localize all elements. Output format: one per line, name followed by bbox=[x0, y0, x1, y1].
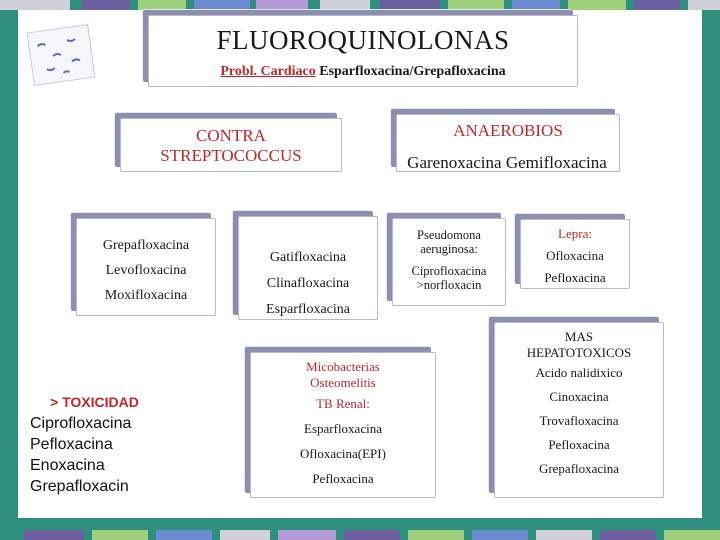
title-box bbox=[148, 15, 578, 87]
anaerobios-heading: ANAEROBIOS bbox=[453, 121, 563, 140]
toxicidad-heading: > TOXICIDAD bbox=[50, 394, 139, 410]
drug-group-box-a bbox=[76, 218, 216, 316]
drug-item: Pefloxacina bbox=[548, 437, 610, 452]
drug-item: Esparfloxacina bbox=[266, 302, 350, 317]
strep-line-2: STREPTOCOCCUS bbox=[160, 146, 302, 165]
top-decorative-stripe bbox=[0, 0, 720, 10]
drug-item: Clinafloxacina bbox=[266, 276, 350, 291]
lepra-box bbox=[520, 219, 630, 289]
drug-item: Pefloxacina bbox=[544, 270, 606, 285]
drug-item: >norfloxacin bbox=[416, 278, 482, 292]
bottom-decorative-stripe bbox=[0, 530, 720, 540]
anaerobios-item: Gemifloxacina bbox=[505, 153, 607, 172]
drug-item: Ofloxacina bbox=[546, 248, 604, 263]
micobacterias-heading-2: Osteomelitis bbox=[310, 375, 376, 390]
drug-item: Gatifloxacina bbox=[269, 250, 347, 265]
toxicidad-item: Grepafloxacin bbox=[30, 478, 129, 495]
drug-item: Levofloxacina bbox=[105, 263, 187, 278]
subtitle-drugs: Esparfloxacina/Grepafloxacina bbox=[315, 64, 506, 79]
toxicidad-item: Ciprofloxacina bbox=[30, 415, 132, 432]
pseudomona-heading-2: aeruginosa: bbox=[420, 242, 478, 256]
drug-item: Moxifloxacina bbox=[104, 288, 188, 303]
pseudomona-box bbox=[392, 218, 506, 306]
micobacterias-box bbox=[250, 352, 436, 498]
drug-item: Grepafloxacina bbox=[538, 461, 620, 476]
hepatotoxicos-box bbox=[494, 322, 664, 498]
drug-item: Esparfloxacina bbox=[304, 421, 382, 436]
lepra-heading: Lepra: bbox=[558, 226, 592, 241]
drug-item: Trovafloxacina bbox=[539, 413, 619, 428]
drug-group-box-b bbox=[238, 216, 378, 320]
subtitle-warning: Probl. Cardiaco bbox=[220, 64, 316, 79]
anaerobios-item: Garenoxacina bbox=[407, 153, 502, 172]
hepatotoxicos-heading-1: MAS bbox=[564, 329, 594, 344]
anaerobios-list bbox=[396, 148, 618, 178]
toxicidad-list bbox=[30, 392, 190, 497]
toxicidad-item: Enoxacina bbox=[30, 457, 105, 474]
title-subtitle bbox=[149, 64, 577, 80]
strep-line-1: CONTRA bbox=[196, 126, 266, 145]
micobacterias-heading-1: Micobacterias bbox=[306, 359, 380, 374]
tb-renal-heading: TB Renal: bbox=[316, 396, 370, 411]
drug-item: Pefloxacina bbox=[312, 471, 374, 486]
contra-streptococcus-box bbox=[120, 118, 342, 172]
drug-item: Ciprofloxacina bbox=[411, 264, 487, 278]
drug-item: Acido nalidixico bbox=[535, 365, 623, 380]
bacteria-microscopy-image bbox=[27, 24, 96, 86]
pseudomona-heading-1: Pseudomona bbox=[417, 228, 481, 242]
page-title: FLUOROQUINOLONAS bbox=[216, 25, 510, 55]
drug-item: Cinoxacina bbox=[549, 389, 609, 404]
drug-item: Ofloxacina(EPI) bbox=[300, 446, 386, 461]
toxicidad-item: Pefloxacina bbox=[30, 436, 113, 453]
hepatotoxicos-heading-2: HEPATOTOXICOS bbox=[526, 345, 632, 360]
drug-item: Grepafloxacina bbox=[102, 238, 190, 253]
